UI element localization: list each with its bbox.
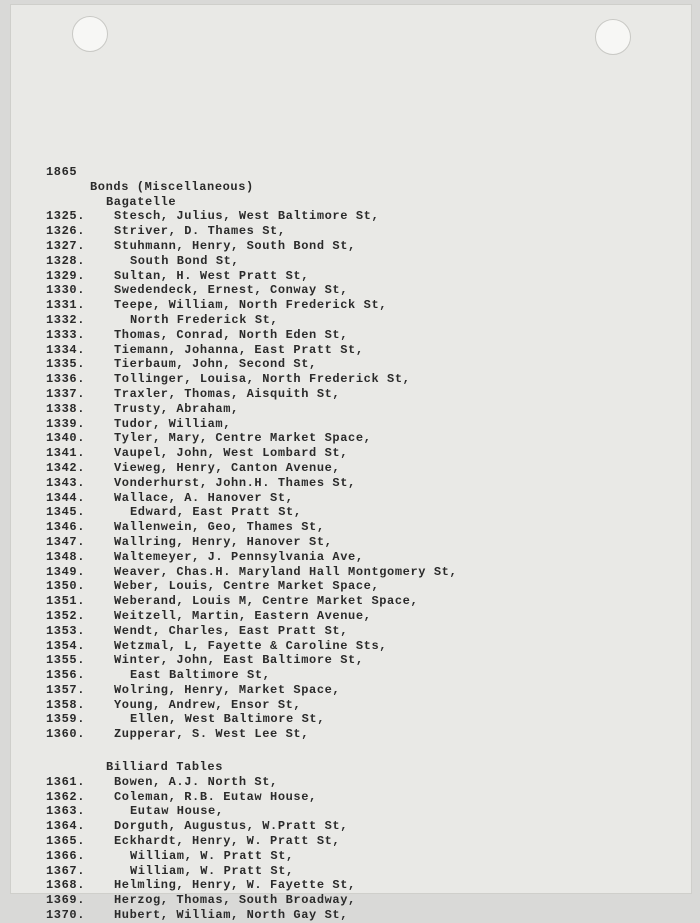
heading: Bonds (Miscellaneous): [90, 179, 254, 194]
ledger-entry: [46, 269, 457, 284]
entry-text: William, W. Pratt St,: [130, 848, 294, 863]
entry-text: Vonderhurst, John.H. Thames St,: [114, 475, 356, 490]
ledger-entry: [46, 775, 457, 790]
entry-text: Stuhmann, Henry, South Bond St,: [114, 238, 356, 253]
ledger-entry: [46, 239, 457, 254]
entry-text: North Frederick St,: [130, 312, 279, 327]
ledger-entry: [46, 653, 457, 668]
ledger-entry: [46, 712, 457, 727]
ledger-entry: [46, 535, 457, 550]
entry-number: 1335.: [46, 357, 86, 372]
entry-number: 1356.: [46, 668, 86, 683]
ledger-entry: [46, 624, 457, 639]
entry-number: 1368.: [46, 878, 86, 893]
entry-number: 1351.: [46, 594, 86, 609]
entry-number: 1344.: [46, 490, 86, 505]
ledger-entry: [46, 372, 457, 387]
entry-text: Stesch, Julius, West Baltimore St,: [114, 209, 380, 224]
ledger-entry: [46, 357, 457, 372]
ledger-entry: [46, 804, 457, 819]
entry-number: 1360.: [46, 727, 86, 742]
entry-number: 1350.: [46, 579, 86, 594]
entry-number: 1359.: [46, 712, 86, 727]
entry-number: 1336.: [46, 372, 86, 387]
entry-number: 1364.: [46, 819, 86, 834]
entry-text: Wallace, A. Hanover St,: [114, 490, 294, 505]
entry-number: 1361.: [46, 774, 86, 789]
entry-text: Wetzmal, L, Fayette & Caroline Sts,: [114, 638, 388, 653]
entry-number: 1347.: [46, 534, 86, 549]
ledger-entry: [46, 639, 457, 654]
entry-number: 1366.: [46, 848, 86, 863]
ledger-entry: [46, 727, 457, 742]
year-label: 1865: [46, 165, 78, 179]
entry-number: 1369.: [46, 893, 86, 908]
entry-text: Herzog, Thomas, South Broadway,: [114, 893, 356, 908]
entry-text: Vaupel, John, West Lombard St,: [114, 446, 349, 461]
ledger-entry: [46, 594, 457, 609]
entry-text: Bowen, A.J. North St,: [114, 774, 278, 789]
entry-text: Tiemann, Johanna, East Pratt St,: [114, 342, 364, 357]
entry-number: 1349.: [46, 564, 86, 579]
sections-container: [46, 195, 457, 923]
entry-number: 1357.: [46, 682, 86, 697]
entry-number: 1329.: [46, 268, 86, 283]
entry-number: 1334.: [46, 342, 86, 357]
ledger-entry: [46, 668, 457, 683]
ledger-text: [46, 165, 457, 923]
entry-number: 1365.: [46, 834, 86, 849]
ledger-entry: [46, 878, 457, 893]
entry-number: 1337.: [46, 386, 86, 401]
entry-number: 1355.: [46, 653, 86, 668]
ledger-entry: [46, 209, 457, 224]
ledger-entry: [46, 387, 457, 402]
ledger-entry: [46, 520, 457, 535]
document-page: [10, 4, 692, 923]
entry-number: 1340.: [46, 431, 86, 446]
entry-text: Weberand, Louis M, Centre Market Space,: [114, 594, 419, 609]
entry-number: 1346.: [46, 520, 86, 535]
entry-text: Ellen, West Baltimore St,: [130, 712, 326, 727]
entry-text: Weber, Louis, Centre Market Space,: [114, 579, 380, 594]
ledger-entry: [46, 505, 457, 520]
ledger-entry: [46, 417, 457, 432]
entry-text: Teepe, William, North Frederick St,: [114, 298, 388, 313]
ledger-entry: [46, 819, 457, 834]
entry-text: Eutaw House,: [130, 804, 224, 819]
ledger-entry: [46, 313, 457, 328]
entry-number: 1354.: [46, 638, 86, 653]
entry-number: 1348.: [46, 549, 86, 564]
entry-number: 1331.: [46, 298, 86, 313]
entry-number: 1328.: [46, 253, 86, 268]
ledger-entry: [46, 698, 457, 713]
ledger-entry: [46, 431, 457, 446]
entry-text: Hubert, William, North Gay St,: [114, 908, 349, 923]
entry-number: 1332.: [46, 312, 86, 327]
entry-text: Tollinger, Louisa, North Frederick St,: [114, 372, 411, 387]
section-gap: [46, 742, 457, 760]
entry-text: Wolring, Henry, Market Space,: [114, 682, 341, 697]
entry-number: 1330.: [46, 283, 86, 298]
entry-number: 1352.: [46, 608, 86, 623]
ledger-entry: [46, 550, 457, 565]
ledger-entry: [46, 491, 457, 506]
entry-text: Tierbaum, John, Second St,: [114, 357, 317, 372]
ledger-entry: [46, 849, 457, 864]
section-title: Billiard Tables: [106, 760, 224, 775]
entry-text: Weaver, Chas.H. Maryland Hall Montgomery St,: [114, 564, 458, 579]
punch-hole-left: [72, 16, 108, 52]
entry-text: Swedendeck, Ernest, Conway St,: [114, 283, 349, 298]
entry-text: Wendt, Charles, East Pratt St,: [114, 623, 349, 638]
entry-text: Tudor, William,: [114, 416, 232, 431]
entry-number: 1353.: [46, 623, 86, 638]
entry-number: 1325.: [46, 209, 86, 224]
entry-number: 1358.: [46, 697, 86, 712]
entry-text: East Baltimore St,: [130, 668, 271, 683]
ledger-entry: [46, 461, 457, 476]
entry-text: Tyler, Mary, Centre Market Space,: [114, 431, 372, 446]
ledger-entry: [46, 609, 457, 624]
entry-text: William, W. Pratt St,: [130, 863, 294, 878]
entry-number: 1363.: [46, 804, 86, 819]
entry-text: Coleman, R.B. Eutaw House,: [114, 789, 317, 804]
ledger-entry: [46, 864, 457, 879]
entry-number: 1339.: [46, 416, 86, 431]
ledger-entry: [46, 893, 457, 908]
entry-text: Winter, John, East Baltimore St,: [114, 653, 364, 668]
entry-text: Young, Andrew, Ensor St,: [114, 697, 302, 712]
entry-text: Weitzell, Martin, Eastern Avenue,: [114, 608, 372, 623]
entry-number: 1326.: [46, 224, 86, 239]
entry-text: Thomas, Conrad, North Eden St,: [114, 327, 349, 342]
ledger-entry: [46, 579, 457, 594]
entry-number: 1338.: [46, 401, 86, 416]
ledger-entry: [46, 283, 457, 298]
entry-number: 1333.: [46, 327, 86, 342]
entry-text: Edward, East Pratt St,: [130, 505, 302, 520]
entry-text: Trusty, Abraham,: [114, 401, 239, 416]
entry-number: 1327.: [46, 238, 86, 253]
ledger-entry: [46, 254, 457, 269]
entry-text: Dorguth, Augustus, W.Pratt St,: [114, 819, 349, 834]
ledger-entry: [46, 298, 457, 313]
ledger-entry: [46, 476, 457, 491]
entry-text: Wallring, Henry, Hanover St,: [114, 534, 333, 549]
entry-number: 1362.: [46, 789, 86, 804]
ledger-entry: [46, 834, 457, 849]
entry-text: Vieweg, Henry, Canton Avenue,: [114, 460, 341, 475]
entry-number: 1345.: [46, 505, 86, 520]
ledger-entry: [46, 224, 457, 239]
entry-text: Striver, D. Thames St,: [114, 224, 286, 239]
entry-text: Eckhardt, Henry, W. Pratt St,: [114, 834, 341, 849]
punch-hole-right: [595, 19, 631, 55]
entry-text: Zupperar, S. West Lee St,: [114, 727, 310, 742]
entry-number: 1341.: [46, 446, 86, 461]
ledger-entry: [46, 565, 457, 580]
section-title: Bagatelle: [106, 194, 177, 209]
entry-number: 1370.: [46, 908, 86, 923]
ledger-entry: [46, 908, 457, 923]
ledger-entry: [46, 343, 457, 358]
entry-number: 1342.: [46, 460, 86, 475]
entry-text: Traxler, Thomas, Aisquith St,: [114, 386, 341, 401]
entry-text: South Bond St,: [130, 253, 240, 268]
ledger-entry: [46, 683, 457, 698]
ledger-entry: [46, 328, 457, 343]
entry-text: Wallenwein, Geo, Thames St,: [114, 520, 325, 535]
entry-text: Helmling, Henry, W. Fayette St,: [114, 878, 356, 893]
entry-text: Waltemeyer, J. Pennsylvania Ave,: [114, 549, 364, 564]
ledger-entry: [46, 446, 457, 461]
entry-text: Sultan, H. West Pratt St,: [114, 268, 310, 283]
ledger-entry: [46, 402, 457, 417]
ledger-entry: [46, 790, 457, 805]
entry-number: 1343.: [46, 475, 86, 490]
entry-number: 1367.: [46, 863, 86, 878]
